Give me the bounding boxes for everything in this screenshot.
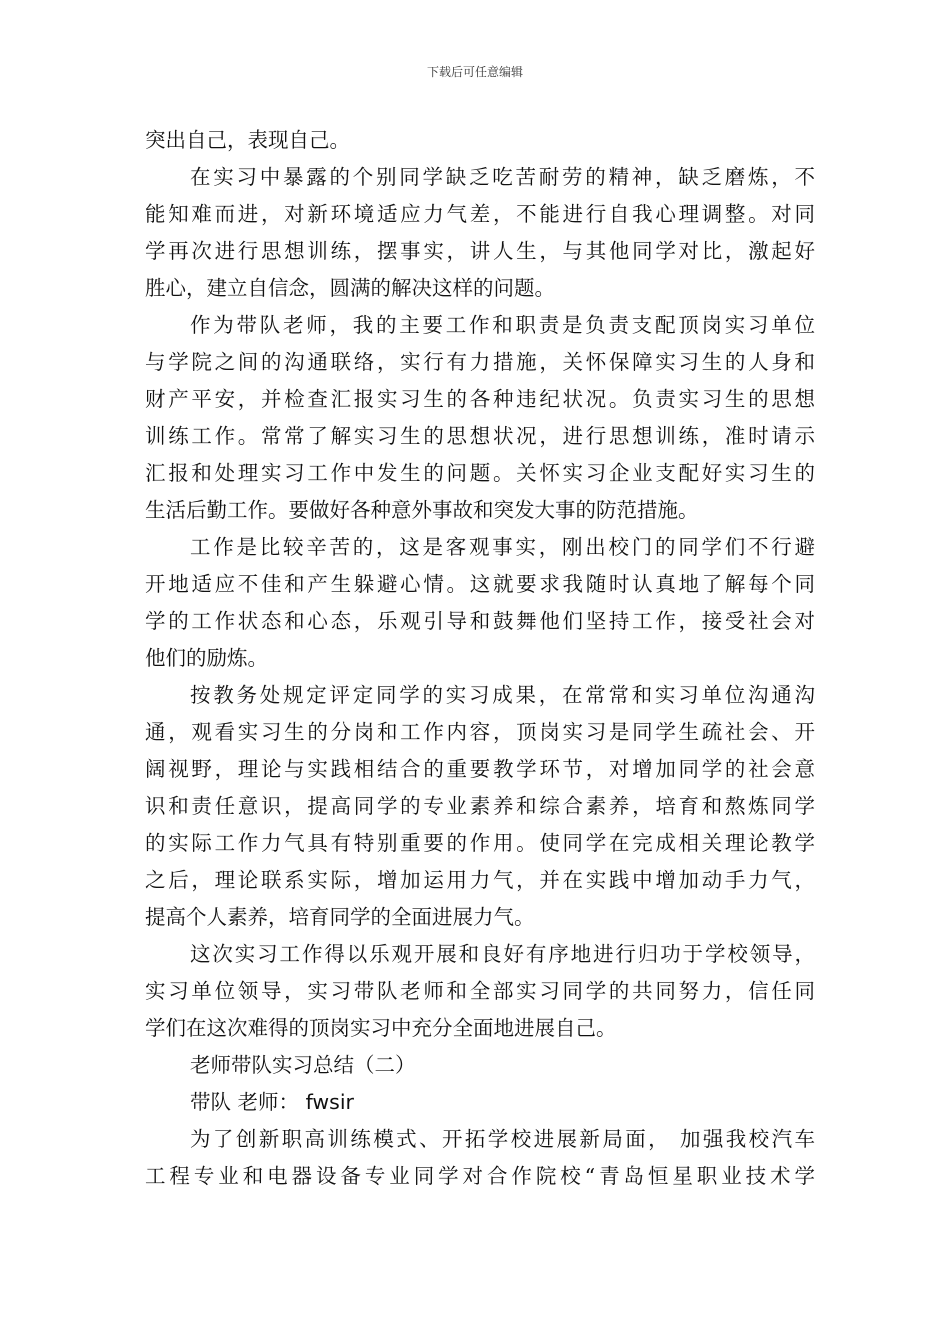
text-line: 的实际工作力气具有特别重要的作用。使同学在完成相关理论教学 [145,831,815,855]
text-line: 能知难而进，对新环境适应力气差，不能进行自我心理调整。对同 [145,202,815,226]
paragraph [145,307,815,529]
text-line: 开地适应不佳和产生躲避心情。这就要求我随时认真地了解每个同 [145,572,815,596]
team-leader-name: fwsir [305,1090,354,1114]
text-line: 识和责任意识，提高同学的专业素养和综合素养，培育和熬炼同学 [145,794,815,818]
text-line: 学的工作状态和心态，乐观引导和鼓舞他们坚持工作，接受社会对 [145,609,815,633]
text-line: 这次实习工作得以乐观开展和良好有序地进行归功于学校领导， [190,942,815,966]
text-line: 训练工作。常常了解实习生的思想状况，进行思想训练，准时请示 [145,424,815,448]
text-line: 阔视野，理论与实践相结合的重要教学环节，对增加同学的社会意 [145,757,815,781]
text-line: 为了创新职高训练模式、开拓学校进展新局面， 加强我校汽车 [190,1127,815,1151]
text-line: 在实习中暴露的个别同学缺乏吃苦耐劳的精神，缺乏磨炼，不 [190,165,815,189]
text-line: 胜心，建立自信念，圆满的解决这样的问题。 [145,276,555,300]
page-header: 下载后可任意编辑 [426,65,523,79]
document-body [145,122,815,1195]
text-line: 学们在这次难得的顶岗实习中充分全面地进展自己。 [145,1016,617,1040]
text-line: 工程专业和电器设备专业同学对合作院校“青岛恒星职业技术学 [145,1164,815,1188]
text-line: 生活后勤工作。要做好各种意外事故和突发大事的防范措施。 [145,498,699,522]
paragraph [145,936,815,1047]
text-line: 按教务处规定评定同学的实习成果，在常常和实习单位沟通沟 [190,683,815,707]
team-leader-label: 带队 老师： [190,1090,300,1114]
section-title [145,1047,815,1084]
text-line: 财产平安，并检查汇报实习生的各种违纪状况。负责实习生的思想 [145,387,815,411]
text-line: 老师带队实习总结（二） [190,1053,416,1077]
paragraph [145,159,815,307]
paragraph [145,529,815,677]
paragraph [145,677,815,936]
paragraph [145,122,815,159]
team-leader-line [145,1084,815,1121]
text-line: 之后，理论联系实际，增加运用力气，并在实践中增加动手力气， [145,868,815,892]
text-line: 提高个人素养，培育同学的全面进展力气。 [145,905,535,929]
text-line: 工作是比较辛苦的，这是客观事实，刚出校门的同学们不行避 [190,535,815,559]
text-line: 与学院之间的沟通联络，实行有力措施，关怀保障实习生的人身和 [145,350,815,374]
text-line: 突出自己，表现自己。 [145,128,350,152]
text-line: 实习单位领导，实习带队老师和全部实习同学的共同努力，信任同 [145,979,815,1003]
text-line: 学再次进行思想训练，摆事实，讲人生，与其他同学对比，激起好 [145,239,815,263]
text-line: 作为带队老师，我的主要工作和职责是负责支配顶岗实习单位 [190,313,815,337]
paragraph [145,1121,815,1195]
text-line: 汇报和处理实习工作中发生的问题。关怀实习企业支配好实习生的 [145,461,815,485]
text-line: 通，观看实习生的分岗和工作内容，顶岗实习是同学生疏社会、开 [145,720,815,744]
text-line: 他们的励炼。 [145,646,268,670]
